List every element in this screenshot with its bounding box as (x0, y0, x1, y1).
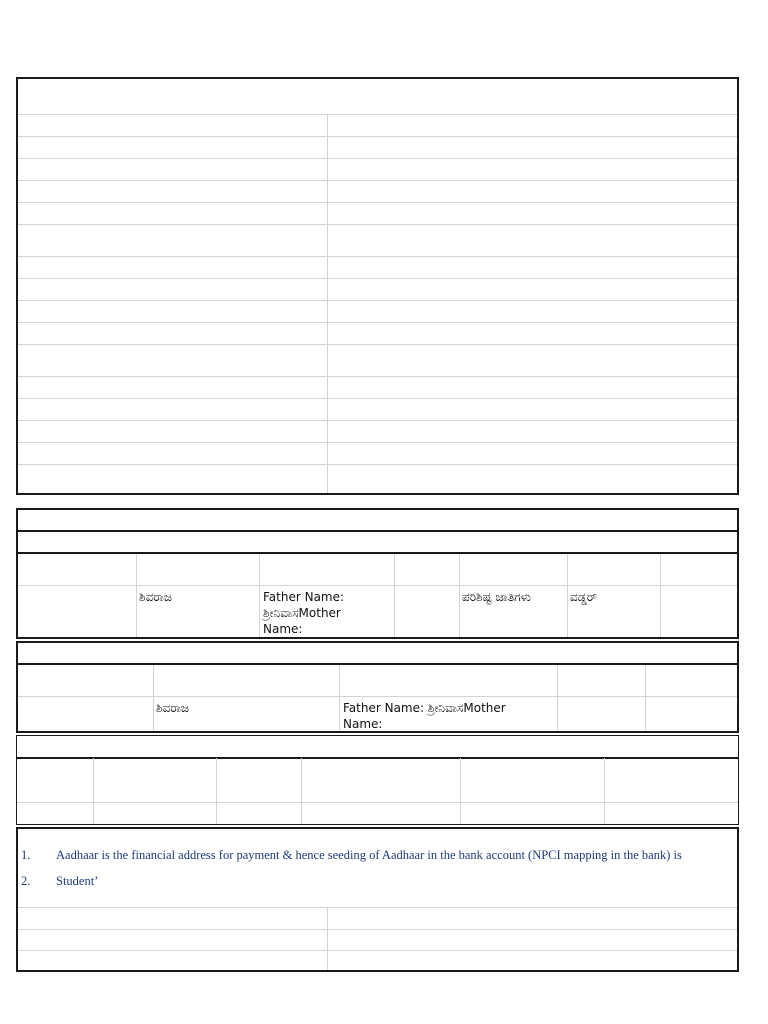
note-2-text: Student’ (56, 874, 99, 888)
parents-name-line-2: ಶ್ರೀನಿವಾಸMother (263, 606, 341, 620)
student-name-cell: ಶಿವರಾಜ (139, 590, 172, 604)
bank-details-table (16, 735, 739, 825)
note-1-number: 1. (21, 848, 31, 862)
family-caste-table (16, 508, 739, 639)
parents-name-line-2: Name: (343, 717, 383, 731)
caste-category-cell: ಪರಿಶಿಷ್ಟ ಜಾತಿಗಳು (462, 590, 531, 604)
note-1-text: Aadhaar is the financial address for payment & hence seeding of Aadhaar in the bank account (NPCI mapping in the bank) is (56, 848, 682, 862)
note-2-number: 2. (21, 874, 31, 888)
caste-name-cell: ವಡ್ಡರ್ (570, 590, 597, 604)
student-name-cell: ಶಿವರಾಜ (156, 701, 189, 715)
family-details-table (16, 641, 739, 733)
applicant-details-table (16, 77, 739, 495)
parents-name-line-1: Father Name: (263, 590, 345, 604)
notes-section (16, 827, 739, 972)
parents-name-line-1: Father Name: ಶ್ರೀನಿವಾಸMother (343, 701, 506, 715)
parents-name-line-3: Name: (263, 622, 303, 636)
